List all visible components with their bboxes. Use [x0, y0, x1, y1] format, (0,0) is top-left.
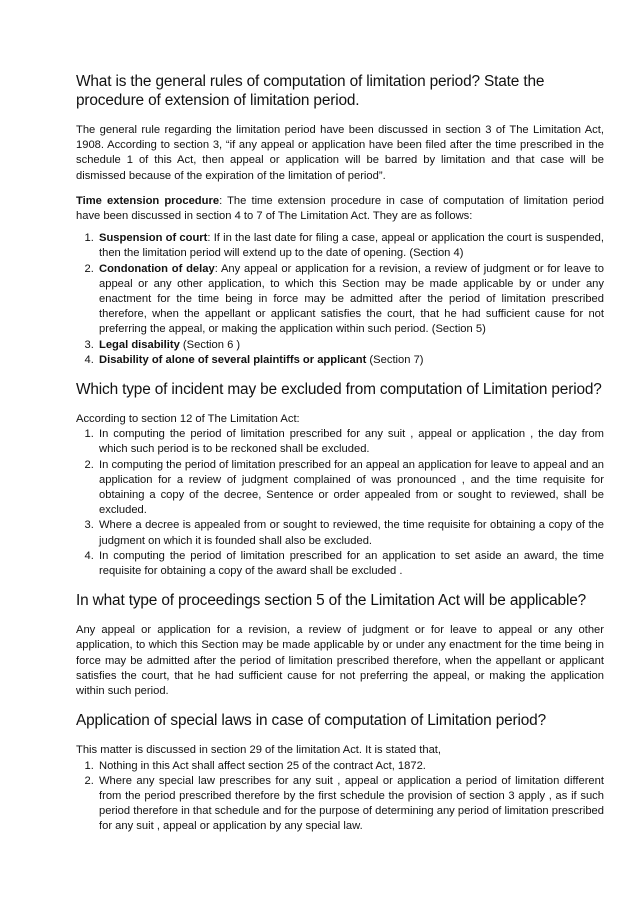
paragraph-applicability: Any appeal or application for a revision, a review of judgment or for leave to appeal or any other application, to which this Section may be made applicable by or under any enactment for the time being in force may be admitted after the period of limitation prescribed therefore, when the appellant or applicant satisfies the court, that he had sufficient cause for not preferring the appeal, or making the application within such period. — [76, 624, 604, 698]
list-item-text: (Section 7) — [366, 353, 424, 366]
list-item — [97, 262, 604, 338]
paragraph-text: : The time extension procedure in case of computation of limitation period have been discussed in section 4 to 7 of The Limitation Act. They are as follows: — [76, 194, 605, 223]
paragraph-intro: According to section 12 of The Limitation Act: — [76, 413, 300, 426]
list-item: 1. Nothing in this Act shall affect section 25 of the contract Act, 1872. — [97, 759, 604, 774]
special-laws-list — [76, 759, 604, 835]
excluded-list — [76, 427, 604, 579]
section-general-rules — [76, 72, 604, 368]
list-item — [97, 353, 604, 368]
term-label: Legal disability — [99, 338, 180, 351]
section-excluded-incidents — [76, 380, 604, 579]
paragraph-general-rule: The general rule regarding the limitation period have been discussed in section 3 of The Limitation Act, 1908. According to section 3, “if any appeal or application have been filed after the time prescribed in the schedule 1 of this Act, then appeal or application will be barred by limitation and that case will be dismissed because of the expiration of the limitation of period”. — [76, 124, 604, 182]
term-label: Suspension of court — [99, 232, 208, 245]
section-heading: Which type of incident may be excluded from computation of Limitation period? — [76, 381, 602, 399]
section-heading: Application of special laws in case of computation of Limitation period? — [76, 712, 547, 730]
list-item-text: : If in the last date for filing a case, appeal or application the court is suspended, then the limitation period will extend up to the date of opening. (Section 4) — [99, 232, 604, 260]
list-item: 2. Where any special law prescribes for any suit , appeal or application a period of limitation different from the period prescribed therefore by the first schedule the provision of section 3 apply , as if such period therefore in that schedule and for the purpose of determining any period of limitation prescribed for any suit , appeal or application by any special law. — [97, 774, 604, 835]
list-item: 2. In computing the period of limitation prescribed for an appeal an application for leave to appeal and an application for a review of judgment complained of was pronounced , and the time requisite for obtaining a copy of the decree, Sentence or order appealed from or sought to reviewed, shall be excluded. — [97, 458, 604, 519]
list-item-text: : Any appeal or application for a revision, a review of judgment or for leave to appeal or any other application, to which this Section may be made applicable by or under any enactment for the time being in force may be admitted after the period of limitation prescribed therefore, when the appellant or applicant satisfies the court, that he had sufficient cause for not preferring the appeal, or making the application within such period. (Section 5) — [99, 262, 604, 336]
paragraph-intro: This matter is discussed in section 29 of the limitation Act. It is stated that, — [76, 744, 442, 757]
list-item: 3. Where a decree is appealed from or sought to reviewed, the time requisite for obtaining a copy of the judgment on which it is founded shall also be excluded. — [97, 518, 604, 548]
section-heading: In what type of proceedings section 5 of the Limitation Act will be applicable? — [76, 592, 587, 610]
list-item: 1. In computing the period of limitation prescribed for any suit , appeal or application , the day from which such period is to be reckoned shall be excluded. — [97, 427, 604, 457]
list-item: 4. In computing the period of limitation prescribed for an application to set aside an award, the time requisite for obtaining a copy of the award shall be excluded . — [97, 549, 604, 579]
paragraph-time-extension — [76, 194, 604, 224]
term-label: Time extension procedure — [76, 194, 220, 207]
list-item — [97, 338, 604, 353]
extension-list — [76, 231, 604, 368]
list-item-text: (Section 6 ) — [179, 338, 241, 351]
term-label: Condonation of delay — [99, 262, 215, 275]
section-heading: What is the general rules of computation of limitation period? State the procedure of extension of limitation period. — [76, 73, 545, 109]
term-label: Disability of alone of several plaintiffs or applicant — [99, 353, 367, 366]
section-applicability — [76, 591, 604, 699]
list-item — [97, 231, 604, 261]
section-special-laws — [76, 711, 604, 834]
